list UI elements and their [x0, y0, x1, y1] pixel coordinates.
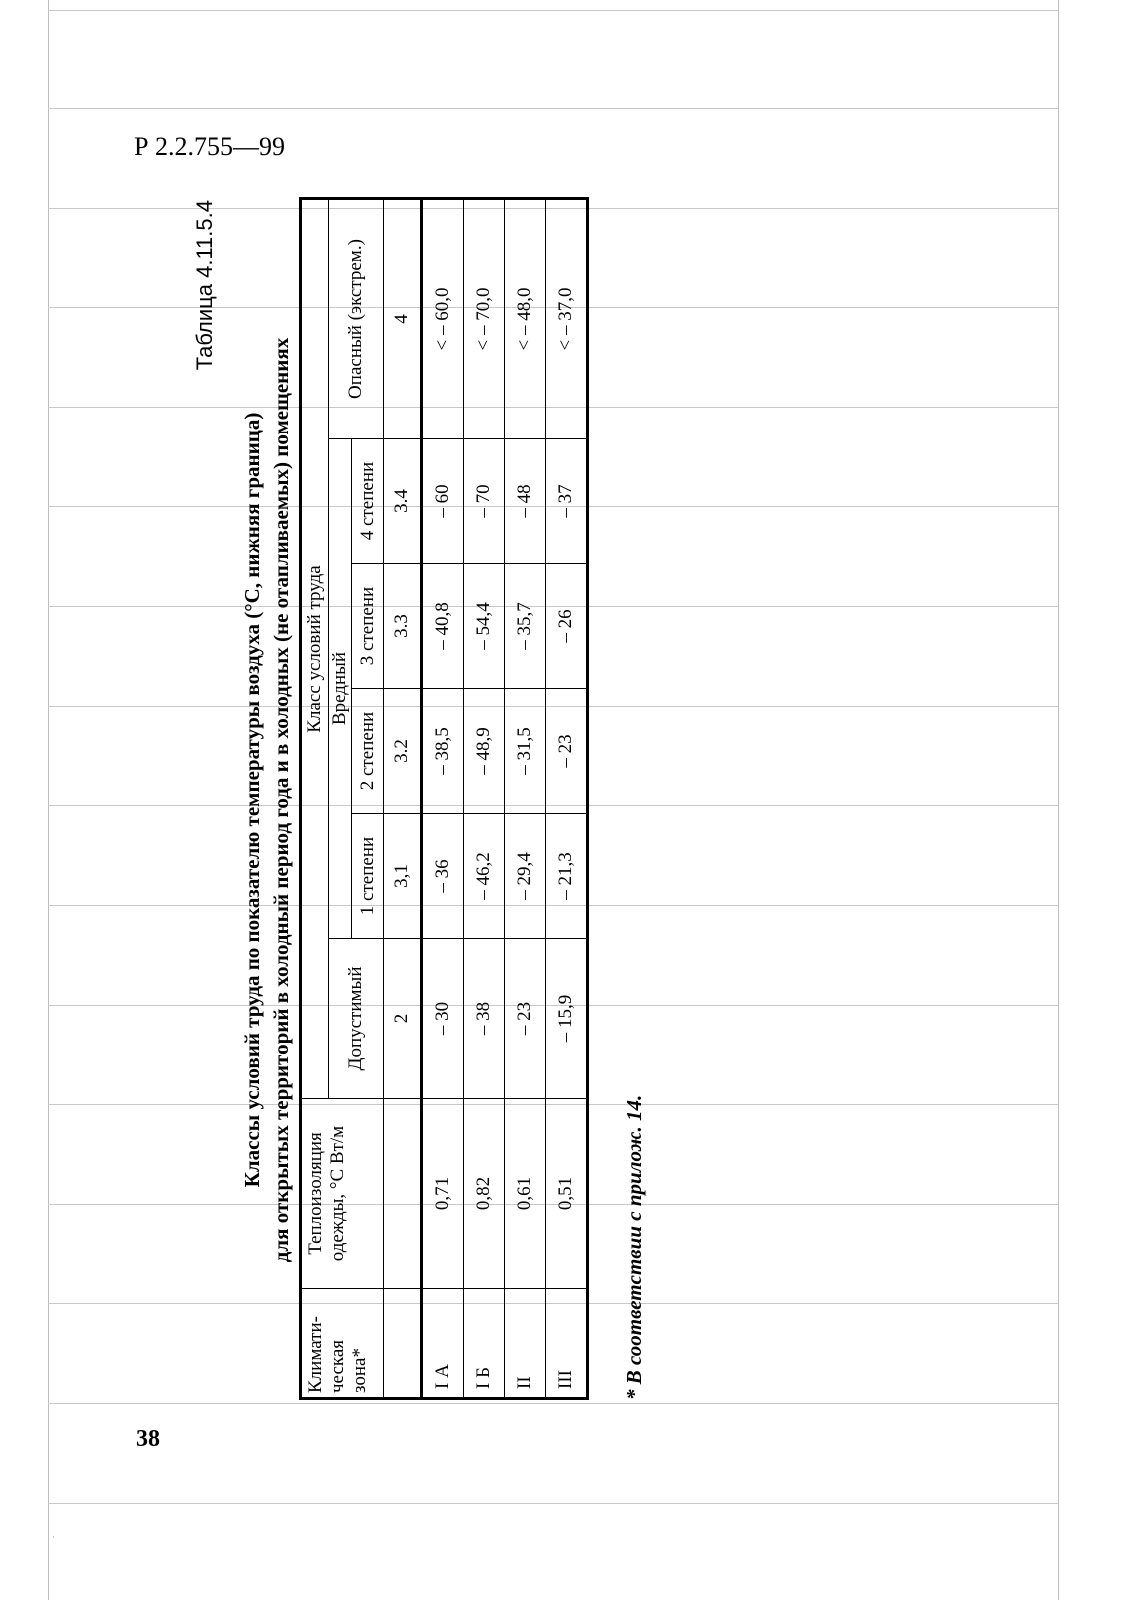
zone-cell: II	[504, 1289, 545, 1399]
value-cell: – 37	[545, 439, 587, 564]
header-degree-2: 2 степени	[352, 689, 384, 814]
index-cell: 4	[384, 199, 422, 439]
value-cell: – 31,5	[504, 689, 545, 814]
value-cell: – 26	[545, 564, 587, 689]
value-cell: – 23	[504, 939, 545, 1099]
header-harmful: Вредный	[329, 439, 352, 939]
ruling-line	[48, 1503, 1059, 1504]
value-cell: < – 37,0	[545, 199, 587, 439]
page-left-edge	[48, 0, 49, 1600]
value-cell: – 70	[464, 439, 505, 564]
value-cell: – 48	[504, 439, 545, 564]
index-cell: 3.4	[384, 439, 422, 564]
table-row	[422, 199, 464, 1399]
ruling-line	[48, 10, 1059, 11]
value-cell: – 23	[545, 689, 587, 814]
table-row	[545, 199, 587, 1399]
ruling-line	[48, 108, 1059, 109]
header-degree-4: 4 степени	[352, 439, 384, 564]
page-number: 38	[136, 1426, 160, 1452]
value-cell: – 46,2	[464, 814, 505, 939]
zone-cell: I А	[422, 1289, 464, 1399]
index-cell: 3,1	[384, 814, 422, 939]
table-row	[464, 199, 505, 1399]
table-row	[504, 199, 545, 1399]
value-cell: – 38,5	[422, 689, 464, 814]
document-code: Р 2.2.755—99	[134, 132, 285, 161]
value-cell: – 29,4	[504, 814, 545, 939]
value-cell: – 60	[422, 439, 464, 564]
header-work-class: Класс условий труда	[301, 199, 329, 1099]
caption-line: Классы условий труда по показателю температуры воздуха (°С, нижняя граница)	[240, 412, 264, 1188]
header-allowed: Допустимый	[329, 939, 384, 1099]
value-cell: < – 70,0	[464, 199, 505, 439]
value-cell: – 48,9	[464, 689, 505, 814]
value-cell: – 30	[422, 939, 464, 1099]
value-cell: < – 48,0	[504, 199, 545, 439]
header-dangerous: Опасный (экстрем.)	[329, 199, 384, 439]
value-cell: – 21,3	[545, 814, 587, 939]
header-insulation: Теплоизоляция одежды, °С Вт/м	[301, 1099, 384, 1289]
table-cell	[384, 1099, 422, 1289]
table-number: Таблица 4.11.5.4	[192, 200, 217, 371]
value-cell: – 38	[464, 939, 505, 1099]
zone-cell: I Б	[464, 1289, 505, 1399]
index-cell: 3.3	[384, 564, 422, 689]
temperature-classes-table	[299, 197, 589, 1400]
caption-line: для открытых территорий в холодный период года и в холодных (не отапливаемых) помещениях	[269, 337, 293, 1263]
ruling-line	[48, 1403, 1059, 1404]
insulation-cell: 0,71	[422, 1099, 464, 1289]
index-row	[384, 199, 422, 1399]
value-cell: – 40,8	[422, 564, 464, 689]
table-caption	[238, 200, 296, 1400]
table-footnote: * В соответствии с прилож. 14.	[622, 1094, 646, 1400]
insulation-cell: 0,51	[545, 1099, 587, 1289]
table-cell	[384, 1289, 422, 1399]
value-cell: – 36	[422, 814, 464, 939]
value-cell: – 54,4	[464, 564, 505, 689]
page-right-edge	[1058, 0, 1059, 1600]
index-cell: 3.2	[384, 689, 422, 814]
insulation-cell: 0,82	[464, 1099, 505, 1289]
header-row	[301, 199, 329, 1399]
zone-cell: III	[545, 1289, 587, 1399]
scan-artifact: ·	[52, 1532, 55, 1542]
header-degree-1: 1 степени	[352, 814, 384, 939]
value-cell: – 15,9	[545, 939, 587, 1099]
header-degree-3: 3 степени	[352, 564, 384, 689]
index-cell: 2	[384, 939, 422, 1099]
value-cell: – 35,7	[504, 564, 545, 689]
value-cell: < – 60,0	[422, 199, 464, 439]
header-zone: Климати-ческая зона*	[301, 1289, 384, 1399]
insulation-cell: 0,61	[504, 1099, 545, 1289]
rotated-table-block	[192, 200, 672, 1400]
